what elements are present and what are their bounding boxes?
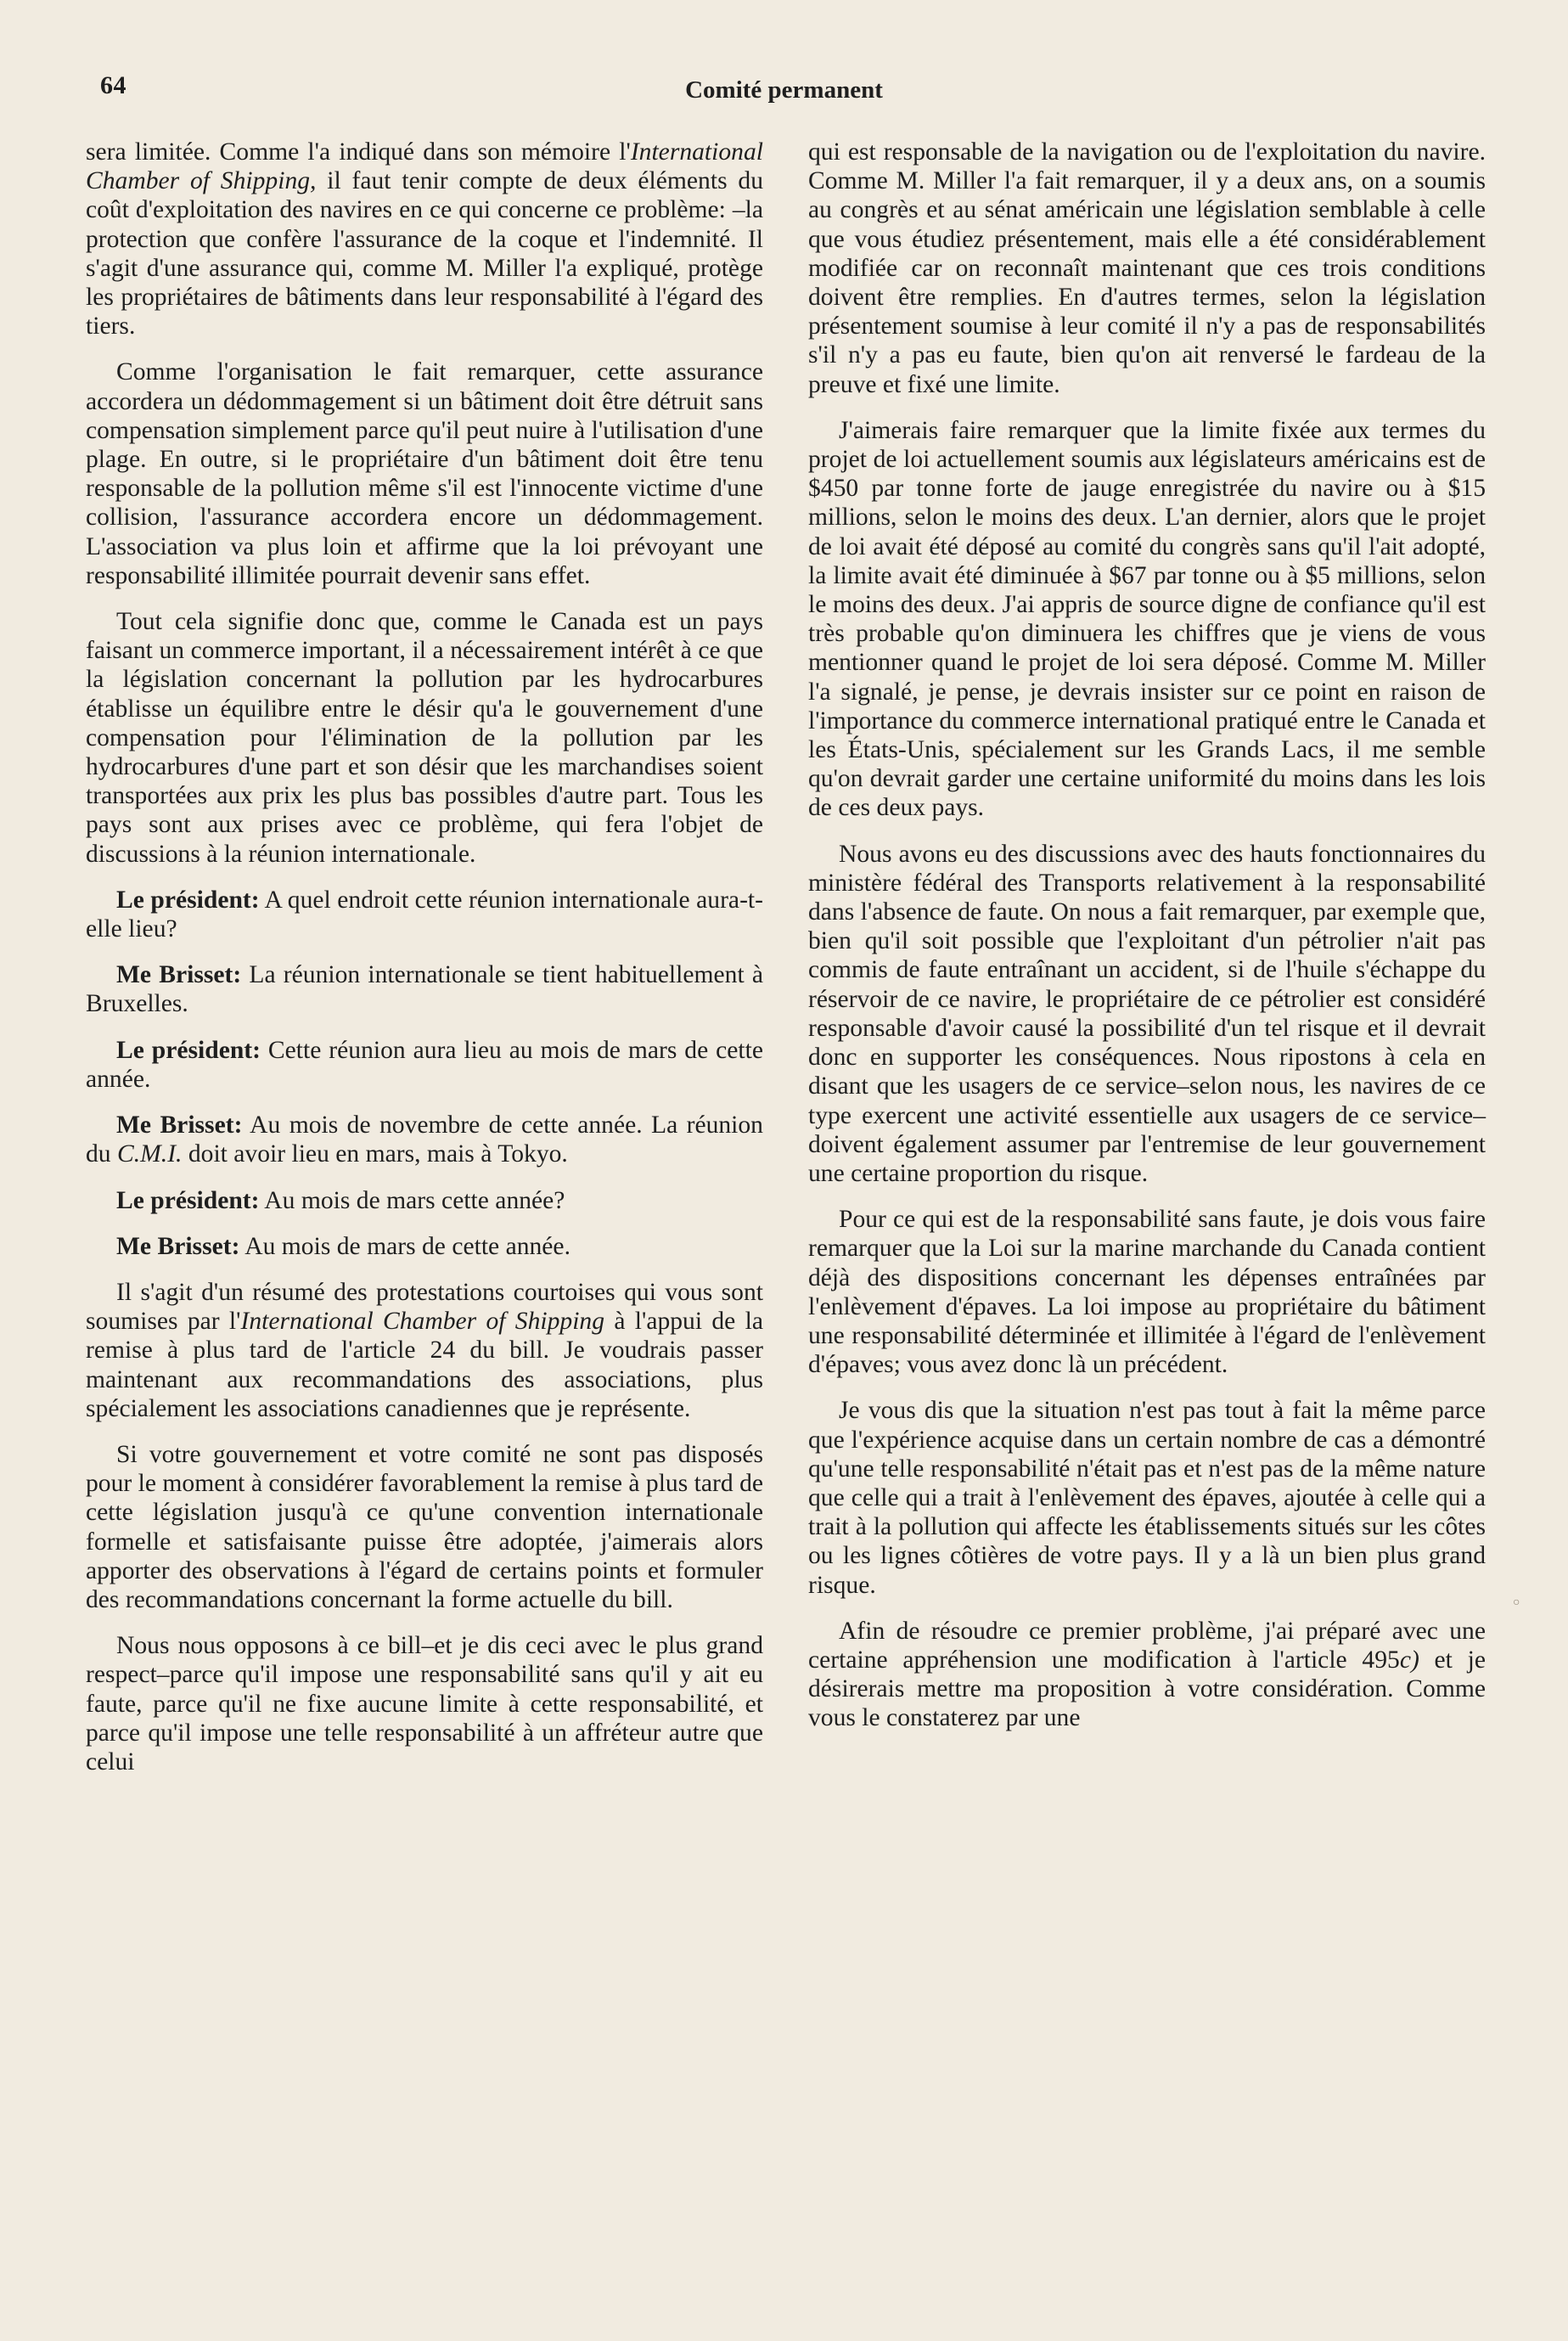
dialogue-line: Le président: Cette réunion aura lieu au mois de mars de cette année. <box>86 1036 763 1093</box>
speaker-label: Le président: <box>116 1036 261 1064</box>
paragraph: Afin de résoudre ce premier problème, j'ai préparé avec une certaine appréhension une modification à l'article 495c) et je désirerais mettre ma proposition à votre considération. Comme vous le constaterez par une <box>808 1617 1487 1732</box>
paragraph: qui est responsable de la navigation ou de l'exploitation du navire. Comme M. Miller l'a fait remarquer, il y a deux ans, on a soumis au congrès et au sénat américain une législation semblable à celle que vous étudiez présentement, mais elle a été considérablement modifiée car on reconnaît maintenant que ces trois conditions doivent être remplies. En d'autres termes, selon la législation présentement soumise à leur comité il n'y a pas de responsabilités s'il n'y a pas eu faute, bien qu'on ait renversé le fardeau de la preuve et fixé une limite. <box>808 138 1486 398</box>
dialogue-line: Me Brisset: Au mois de mars de cette année. <box>116 1232 570 1260</box>
running-title: Comité permanent <box>685 76 883 104</box>
paragraph: sera limitée. Comme l'a indiqué dans son mémoire l'International Chamber of Shipping, il faut tenir compte de deux éléments du coût d'exploitation des navires en ce qui concerne ce problème: –la protection que confère l'assurance de la coque et l'indemnité. Il s'agit d'une assurance qui, comme M. Miller l'a expliqué, protège les propriétaires de bâtiments dans leur responsabilité à l'égard des tiers. <box>86 138 763 340</box>
paragraph: Comme l'organisation le fait remarquer, cette assurance accordera un dédommagement si un bâtiment doit être détruit sans compensation simplement parce qu'il peut nuire à l'utilisation d'une plage. En outre, si le propriétaire d'un bâtiment doit être tenu responsable de la pollution même s'il est l'innocente victime d'une collision, l'assurance accordera encore un dédommagement. L'association va plus loin et affirme que la loi prévoyant une responsabilité illimitée pourrait devenir sans effet. <box>86 358 763 589</box>
speaker-label: Me Brisset: <box>116 961 242 989</box>
margin-mark: ○ <box>1513 1596 1520 1609</box>
dialogue-line: Me Brisset: La réunion internationale se tient habituellement à Bruxelles. <box>86 961 763 1018</box>
left-column <box>86 138 763 1793</box>
paragraph: Pour ce qui est de la responsabilité sans faute, je dois vous faire remarquer que la Loi sur la marine marchande du Canada contient déjà des dispositions concernant les dépenses entraînées par l'enlèvement d'épaves. La loi impose au propriétaire du bâtiment une responsabilité déterminée et illimitée à l'égard de l'enlèvement d'épaves; vous avez donc là un précédent. <box>808 1206 1486 1379</box>
paragraph: Si votre gouvernement et votre comité ne sont pas disposés pour le moment à considérer favorablement la remise à plus tard de cette législation jusqu'à ce qu'une convention internationale formelle et satisfaisante puisse être adoptée, j'aimerais alors apporter des observations à l'égard de certains points et formuler des recommandations concernant la forme actuelle du bill. <box>86 1440 763 1613</box>
dialogue-line: Le président: A quel endroit cette réunion internationale aura-t-elle lieu? <box>86 886 763 943</box>
paragraph: Il s'agit d'un résumé des protestations courtoises qui vous sont soumises par l'International Chamber of Shipping à l'appui de la remise à plus tard de l'article 24 du bill. Je voudrais passer maintenant aux recommandations des associations, plus spécialement les associations canadiennes que je représente. <box>86 1278 763 1422</box>
paragraph: Je vous dis que la situation n'est pas tout à fait la même parce que l'expérience acquise dans un certain nombre de cas a démontré qu'une telle responsabilité n'était pas et n'est pas de la même nature que celle qui a trait à l'enlèvement des épaves, ajoutée à celle qui a trait à la pollution qui affecte les établissements situés sur les côtes ou les lignes côtières de votre pays. Il y a là un bien plus grand risque. <box>808 1397 1486 1599</box>
right-column <box>808 138 1486 1750</box>
paragraph: Nous avons eu des discussions avec des hauts fonctionnaires du ministère fédéral des Transports relativement à la responsabilité dans l'absence de faute. On nous a fait remarquer, par exemple que, bien qu'il soit possible que l'exploitant d'un pétrolier n'ait pas commis de faute entraînant un accident, si de l'huile s'échappe du réservoir de ce navire, le propriétaire de ce pétrolier est considéré responsable d'avoir causé la possibilité d'un tel risque et il devrait donc en supporter les conséquences. Nous ripostons à cela en disant que les usagers de ce service–selon nous, les navires de ce type exercent une activité essentielle aux usagers de ce service–doivent également assumer par l'entremise de leur gouvernement une certaine proportion du risque. <box>808 840 1486 1187</box>
paragraph: J'aimerais faire remarquer que la limite fixée aux termes du projet de loi actuellement soumis aux législateurs américains est de $450 par tonne forte de jauge enregistrée du navire ou à $15 millions, selon le moins des deux. L'an dernier, alors que le projet de loi avait été déposé au comité du congrès sans qu'il l'ait adopté, la limite avait été diminuée à $67 par tonne ou à $5 millions, selon le moins des deux. J'ai appris de source digne de confiance qu'il est très probable qu'on diminuera les chiffres que je viens de vous mentionner quand le projet de loi sera déposé. Comme M. Miller l'a signalé, je pense, je devrais insister sur ce point en raison de l'importance du commerce international pratiqué entre le Canada et les États-Unis, spécialement sur les Grands Lacs, il me semble qu'on devrait garder une certaine uniformité du moins dans les lois de ces deux pays. <box>808 416 1486 822</box>
dialogue-line: Le président: Au mois de mars cette année? <box>116 1186 565 1214</box>
speaker-label: Me Brisset: <box>116 1232 240 1260</box>
page-number: 64 <box>100 71 126 99</box>
dialogue-line: Me Brisset: Au mois de novembre de cette année. La réunion du C.M.I. doit avoir lieu en mars, mais à Tokyo. <box>86 1111 763 1168</box>
paragraph: Nous nous opposons à ce bill–et je dis ceci avec le plus grand respect–parce qu'il impose une responsabilité sans qu'il y ait eu faute, parce qu'il ne fixe aucune limite à cette responsabilité, et parce qu'il impose une telle responsabilité à un affréteur autre que celui <box>86 1632 763 1775</box>
paragraph: Tout cela signifie donc que, comme le Canada est un pays faisant un commerce important, il a nécessairement intérêt à ce que la législation concernant la pollution par les hydrocarbures établisse un équilibre entre le désir qu'a le gouvernement d'une compensation pour l'élimination de la pollution par les hydrocarbures d'une part et son désir que les marchandises soient transportées aux prix les plus bas possibles d'autre part. Tous les pays sont aux prises avec ce problème, qui fera l'objet de discussions à la réunion internationale. <box>86 608 763 868</box>
speaker-label: Le président: <box>116 886 260 914</box>
speaker-label: Le président: <box>116 1186 260 1214</box>
speaker-label: Me Brisset: <box>116 1111 243 1140</box>
